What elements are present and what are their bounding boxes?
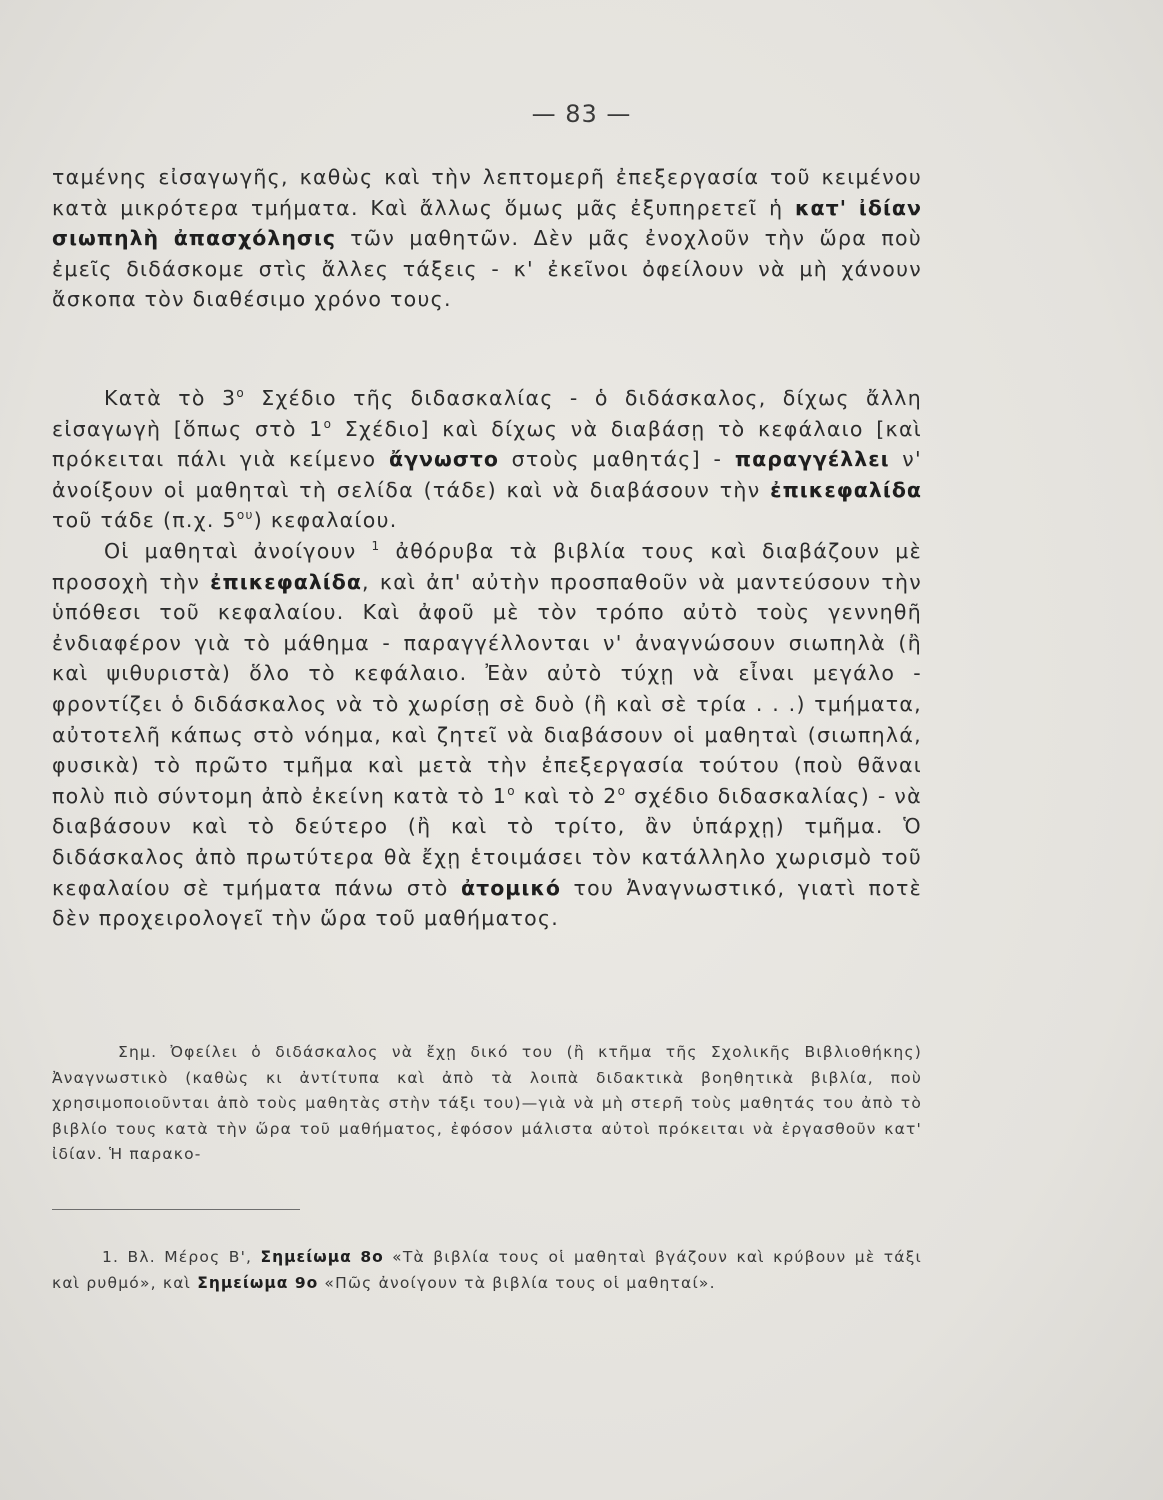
footnote-text: «Πῶς ἀνοίγουν τὰ βιβλία τους οἱ μαθηταί». <box>318 1274 716 1292</box>
paragraph-text: Σχέδιο] καὶ δίχως νὰ διαβάσῃ τὸ κεφάλαιο [καὶ πρόκειται πάλι γιὰ κείμενο <box>52 416 922 472</box>
footnote-reference: 1 <box>371 539 381 554</box>
paragraph-text: καὶ τὸ 2 <box>515 783 618 808</box>
paragraph-text: τοῦ τάδε (π.χ. 5 <box>52 508 237 533</box>
page-number: — 83 — <box>531 100 632 128</box>
main-paragraphs <box>52 383 922 934</box>
emphasis-text: ἐπικεφαλίδα <box>210 569 362 594</box>
paragraph-text: σχέδιο διδασκαλίας) - νὰ διαβάσουν καὶ τὸ δεύτερο (ἢ καὶ τὸ τρίτο, ἂν ὑπάρχῃ) τμῆμα. Ὁ διδάσκαλος ἀπὸ πρωτύτερα θὰ ἔχῃ ἑτοιμάσει τὸν κατάλληλο χωρισμὸ τοῦ κεφαλαίου σὲ τμήματα πάνω στὸ <box>52 783 922 900</box>
paragraph-text: ταμένης εἰσαγωγῆς, καθὼς καὶ τὴν λεπτομερῆ ἐπεξεργασία τοῦ κειμένου κατὰ μικρότερα τμήματα. Καὶ ἄλλως ὅμως μᾶς ἐξυπηρετεῖ ἡ <box>52 165 922 220</box>
paragraph-text: Οἱ μαθηταὶ ἀνοίγουν <box>104 538 372 563</box>
paragraph-text: Κατὰ τὸ 3 <box>104 386 237 410</box>
emphasis-text: παραγγέλλει <box>734 447 890 472</box>
paragraph-text: ἀθόρυβα τὰ βιβλία τους καὶ διαβάζουν μὲ προσοχὴ τὴν <box>52 538 922 594</box>
footnote <box>52 1244 922 1296</box>
ordinal-superscript: ο <box>617 783 627 798</box>
paragraph-text: Σχέδιο τῆς διδασκαλίας - ὁ διδάσκαλος, δίχως ἄλλη εἰσαγωγὴ [ὅπως στὸ 1 <box>52 386 922 441</box>
note-paragraph: Σημ. Ὀφείλει ὁ διδάσκαλος νὰ ἔχῃ δικό του (ἢ κτῆμα τῆς Σχολικῆς Βιβλιοθήκης) Ἀναγνωστικὸ (καθὼς κι ἀντίτυπα καὶ ἀπὸ τὰ λοιπὰ διδακτικὰ βοηθητικὰ βιβλία, ποὺ χρησιμοποιοῦνται ἀπὸ τοὺς μαθητὰς στὴν τάξι του)—γιὰ νὰ μὴ στερῆ τοὺς μαθητάς του ἀπὸ τὸ βιβλίο τους κατὰ τὴν ὥρα τοῦ μαθήματος, ἐφόσον μάλιστα αὐτοὶ πρόκειται νὰ ἐργασθοῦν κατ' ἰδίαν. Ἡ παρακο- <box>52 1043 922 1163</box>
ordinal-superscript: ο <box>236 386 245 401</box>
ordinal-superscript: ου <box>236 508 254 523</box>
paragraph-text: του Ἀναγνωστικό, γιατὶ ποτὲ δὲν προχειρολογεῖ τὴν ὥρα τοῦ μαθήματος. <box>52 875 923 931</box>
paragraph-text: τῶν μαθητῶν. Δὲν μᾶς ἐνοχλοῦν τὴν ὥρα ποὺ ἐμεῖς διδάσκομε στὶς ἄλλες τάξεις - κ' ἐκεῖνοι ὀφείλουν νὰ μὴ χάνουν ἄσκοπα τὸν διαθέσιμο χρόνο τους. <box>52 226 922 312</box>
paragraph-students-read <box>52 536 922 934</box>
emphasis-text: ἐπικεφαλίδα <box>770 477 922 502</box>
paragraph-text: στοὺς μαθητάς] - <box>498 447 735 472</box>
emphasis-text: ἄγνωστο <box>389 447 499 472</box>
ordinal-superscript: ο <box>323 416 333 431</box>
paragraph-text: ) κεφαλαίου. <box>253 508 398 533</box>
paragraph-plan-3 <box>52 383 922 536</box>
paragraph-text: ν' ἀνοίξουν οἱ μαθηταὶ τὴ σελίδα (τάδε) καὶ νὰ διαβάσουν τὴν <box>52 447 922 502</box>
emphasis-text: Σημείωμα 8ο <box>260 1248 384 1266</box>
footnote-text: 1. Βλ. Μέρος Β', <box>102 1248 261 1266</box>
emphasis-text: ἀτομικό <box>461 875 562 900</box>
emphasis-text: Σημείωμα 9ο <box>197 1274 319 1292</box>
footnote-divider <box>52 1209 300 1210</box>
paragraph-continuation <box>52 162 922 315</box>
emphasis-text: κατ' ἰδίαν σιωπηλὴ ἀπασχόλησις <box>52 195 922 251</box>
paragraph-text: , καὶ ἀπ' αὐτὴν προσπαθοῦν νὰ μαντεύσουν τὴν ὑπόθεσι τοῦ κεφαλαίου. Καὶ ἀφοῦ μὲ τὸν τρόπο αὐτὸ τοὺς γεννηθῆ ἐνδιαφέρον γιὰ τὸ μάθημα - παραγγέλλονται ν' ἀναγνώσουν σιωπηλὰ (ἢ καὶ ψιθυριστὰ) ὅλο τὸ κεφάλαιο. Ἐὰν αὐτὸ τύχῃ νὰ εἶναι μεγάλο - φροντίζει ὁ διδάσκαλος νὰ τὸ χωρίσῃ σὲ δυὸ (ἢ καὶ σὲ τρία . . .) τμήματα, αὐτοτελῆ κάπως στὸ νόημα, καὶ ζητεῖ νὰ διαβάσουν οἱ μαθηταὶ (σιωπηλά, φυσικὰ) τὸ πρῶτο τμῆμα καὶ μετὰ τὴν ἐπεξεργασία τούτου (ποὺ θᾶναι πολὺ πιὸ σύντομη ἀπὸ ἐκείνη κατὰ τὸ 1 <box>52 569 923 808</box>
ordinal-superscript: ο <box>507 783 516 798</box>
footnote-text: «Τὰ βιβλία τους οἱ μαθηταὶ βγάζουν καὶ κρύβουν μὲ τάξι καὶ ρυθμό», καὶ <box>52 1248 922 1292</box>
